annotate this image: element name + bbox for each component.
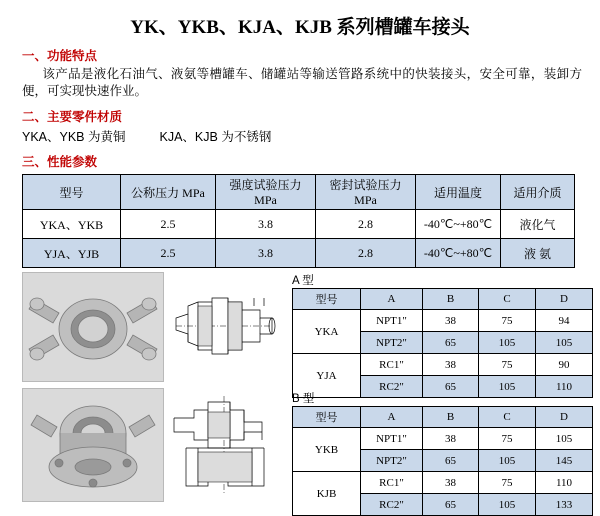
perf-r1-c1: 2.5 bbox=[121, 239, 216, 268]
perf-col-0: 型号 bbox=[23, 175, 121, 210]
b-r3-c4: 133 bbox=[536, 494, 593, 516]
features-paragraph bbox=[22, 66, 582, 100]
a-r1-c2: 65 bbox=[423, 332, 479, 354]
a-r0-c2: 38 bbox=[423, 310, 479, 332]
b-col-4: D bbox=[536, 407, 593, 428]
table-row bbox=[293, 354, 593, 376]
materials-line bbox=[22, 127, 600, 145]
b-r2-c4: 110 bbox=[536, 472, 593, 494]
perf-col-1: 公称压力 MPa bbox=[121, 175, 216, 210]
a-col-1: A bbox=[361, 289, 423, 310]
perf-col-4: 适用温度 bbox=[416, 175, 501, 210]
perf-r0-c2: 3.8 bbox=[216, 210, 316, 239]
b-col-0: 型号 bbox=[293, 407, 361, 428]
table-a-caption: A 型 bbox=[292, 275, 314, 287]
perf-r1-c2: 3.8 bbox=[216, 239, 316, 268]
dimension-table-a bbox=[292, 288, 593, 398]
a-col-3: C bbox=[479, 289, 536, 310]
a-group-1: YJA bbox=[293, 354, 361, 398]
a-r0-c4: 94 bbox=[536, 310, 593, 332]
b-r2-c2: 38 bbox=[423, 472, 479, 494]
a-r1-c1: NPT2" bbox=[361, 332, 423, 354]
perf-r1-c3: 2.8 bbox=[316, 239, 416, 268]
b-r1-c2: 65 bbox=[423, 450, 479, 472]
materials-right: KJA、KJB 为不锈钢 bbox=[159, 130, 272, 144]
b-r0-c3: 75 bbox=[479, 428, 536, 450]
perf-r1-c0: YJA、YJB bbox=[23, 239, 121, 268]
perf-r0-c4: -40℃~+80℃ bbox=[416, 210, 501, 239]
b-r1-c4: 145 bbox=[536, 450, 593, 472]
b-r0-c4: 105 bbox=[536, 428, 593, 450]
perf-r0-c1: 2.5 bbox=[121, 210, 216, 239]
table-header-row bbox=[293, 407, 593, 428]
table-header-row bbox=[23, 175, 575, 210]
b-r0-c2: 38 bbox=[423, 428, 479, 450]
a-r2-c2: 38 bbox=[423, 354, 479, 376]
b-col-3: C bbox=[479, 407, 536, 428]
materials-left: YKA、YKB 为黄铜 bbox=[22, 130, 126, 144]
a-col-2: B bbox=[423, 289, 479, 310]
b-r1-c1: NPT2" bbox=[361, 450, 423, 472]
perf-col-2: 强度试验压力 MPa bbox=[216, 175, 316, 210]
a-col-4: D bbox=[536, 289, 593, 310]
a-r1-c3: 105 bbox=[479, 332, 536, 354]
table-row bbox=[293, 428, 593, 450]
b-r2-c1: RC1" bbox=[361, 472, 423, 494]
table-row bbox=[23, 239, 575, 268]
a-r2-c3: 75 bbox=[479, 354, 536, 376]
b-col-2: B bbox=[423, 407, 479, 428]
a-group-0: YKA bbox=[293, 310, 361, 354]
table-row bbox=[293, 310, 593, 332]
a-r3-c3: 105 bbox=[479, 376, 536, 398]
page-title: YK、YKB、KJA、KJB 系列槽罐车接头 bbox=[130, 17, 470, 38]
section-heading-features: 一、功能特点 bbox=[22, 49, 98, 63]
coupling-flange-photo-b bbox=[22, 388, 164, 502]
section-heading-materials: 二、主要零件材质 bbox=[22, 110, 123, 124]
a-r3-c4: 110 bbox=[536, 376, 593, 398]
a-r2-c1: RC1" bbox=[361, 354, 423, 376]
table-row bbox=[23, 210, 575, 239]
b-r0-c1: NPT1" bbox=[361, 428, 423, 450]
a-col-0: 型号 bbox=[293, 289, 361, 310]
perf-r1-c4: -40℃~+80℃ bbox=[416, 239, 501, 268]
b-r3-c3: 105 bbox=[479, 494, 536, 516]
a-r3-c2: 65 bbox=[423, 376, 479, 398]
a-r2-c4: 90 bbox=[536, 354, 593, 376]
table-b-caption: B 型 bbox=[292, 393, 315, 405]
b-r2-c3: 75 bbox=[479, 472, 536, 494]
b-r1-c3: 105 bbox=[479, 450, 536, 472]
a-r3-c1: RC2" bbox=[361, 376, 423, 398]
perf-r0-c5: 液化气 bbox=[501, 210, 575, 239]
b-r3-c1: RC2" bbox=[361, 494, 423, 516]
a-r0-c3: 75 bbox=[479, 310, 536, 332]
coupling-drawing-b bbox=[168, 388, 280, 500]
perf-r1-c5: 液 氨 bbox=[501, 239, 575, 268]
perf-r0-c0: YKA、YKB bbox=[23, 210, 121, 239]
perf-col-3: 密封试验压力 MPa bbox=[316, 175, 416, 210]
b-group-1: KJB bbox=[293, 472, 361, 516]
section-heading-performance: 三、性能参数 bbox=[22, 155, 98, 169]
perf-r0-c3: 2.8 bbox=[316, 210, 416, 239]
features-text: 该产品是液化石油气、液氨等槽罐车、储罐站等输送管路系统中的快装接头，安全可靠，装卸方便，可实现快速作业。 bbox=[22, 67, 582, 98]
coupling-photo-a bbox=[22, 272, 164, 382]
table-header-row bbox=[293, 289, 593, 310]
coupling-drawing-a bbox=[168, 272, 280, 380]
perf-col-5: 适用介质 bbox=[501, 175, 575, 210]
b-r3-c2: 65 bbox=[423, 494, 479, 516]
a-r1-c4: 105 bbox=[536, 332, 593, 354]
performance-table bbox=[22, 174, 575, 268]
a-r0-c1: NPT1" bbox=[361, 310, 423, 332]
table-row bbox=[293, 472, 593, 494]
dimension-table-b bbox=[292, 406, 593, 516]
b-col-1: A bbox=[361, 407, 423, 428]
b-group-0: YKB bbox=[293, 428, 361, 472]
